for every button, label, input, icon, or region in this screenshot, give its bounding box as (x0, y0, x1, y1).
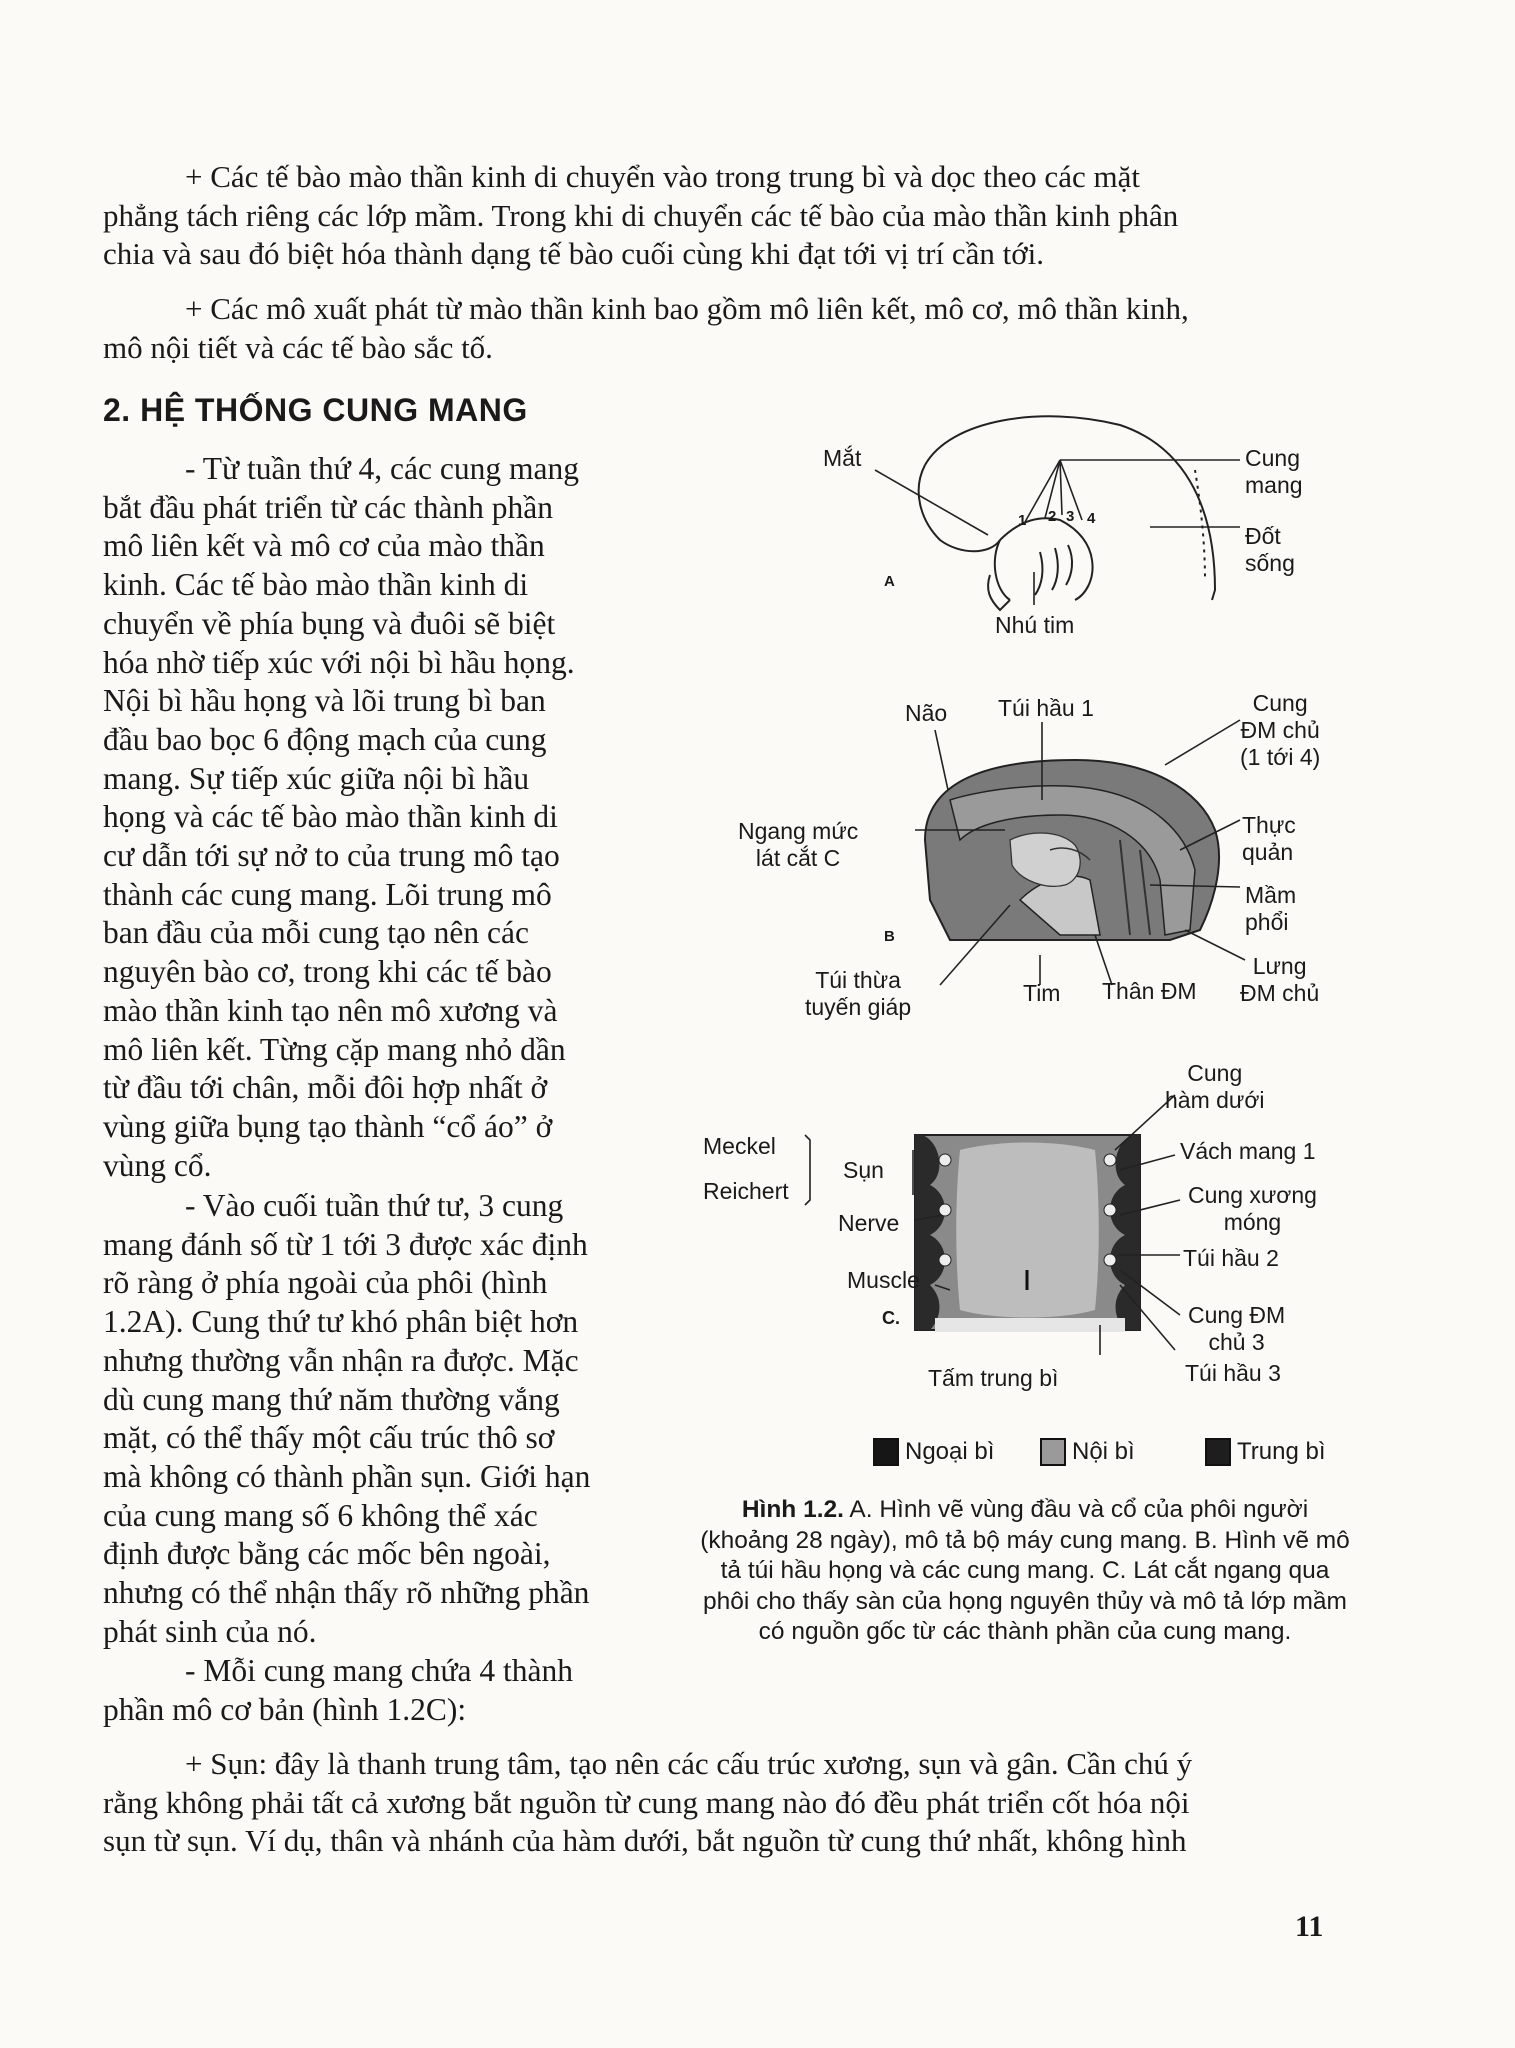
legend-label: Trung bì (1237, 1438, 1326, 1465)
panel-b-letter: B (884, 928, 895, 945)
label-tui-hau-1: Túi hầu 1 (998, 695, 1094, 721)
label-tim: Tim (1023, 980, 1061, 1006)
text-line: dù cung mang thứ năm thường vắng (103, 1381, 560, 1417)
text-line: + Các tế bào mào thần kinh di chuyển vào trong trung bì và dọc theo các mặt (185, 159, 1140, 194)
text-line: kinh. Các tế bào mào thần kinh di (103, 567, 529, 603)
label-meckel: Meckel (703, 1133, 776, 1159)
text-line: ban đầu của mỗi cung tạo nên các (103, 915, 529, 951)
legend-label: Ngoại bì (905, 1438, 995, 1465)
label-nao: Não (905, 700, 948, 726)
panel-a-letter: A (884, 573, 895, 590)
legend-swatch (873, 1438, 899, 1466)
text-line: định được bằng các mốc bên ngoài, (103, 1536, 551, 1572)
label-tui-hau-3: Túi hầu 3 (1185, 1360, 1281, 1386)
label-vach-mang-1: Vách mang 1 (1180, 1138, 1316, 1164)
label-cung-mang: Cung mang (1245, 445, 1303, 498)
text-line: sụn từ sụn. Ví dụ, thân và nhánh của hàm dưới, bắt nguồn từ cung thứ nhất, không hình (103, 1823, 1187, 1858)
arch-number-3: 3 (1066, 508, 1075, 525)
label-than-dm: Thân ĐM (1102, 978, 1197, 1004)
text-line: mang đánh số từ 1 tới 3 được xác định (103, 1226, 588, 1262)
text-line: vùng cổ. (103, 1147, 212, 1183)
text-line: mà không có thành phần sụn. Giới hạn (103, 1458, 591, 1494)
text-line: bắt đầu phát triển từ các thành phần (103, 489, 554, 525)
label-cung-ham-duoi: Cung hàm dưới (1165, 1060, 1265, 1113)
label-cung-dm-chu: Cung ĐM chủ (1 tới 4) (1240, 690, 1321, 770)
label-ngang-muc: Ngang mức lát cắt C (738, 818, 859, 871)
label-muscle: Muscle (847, 1267, 920, 1293)
legend-swatch (1205, 1438, 1231, 1466)
caption-text: A. Hình vẽ vùng đầu và cổ của phôi người (khoảng 28 ngày), mô tả bộ máy cung mang. B. Hình vẽ mô tả túi hầu họng và các cung mang. C. Lát cắt ngang qua phôi cho thấy sàn của họng nguyên thủy và mô tả lớp mầm có nguồn gốc từ các thành phần của cung mang. (700, 1496, 1350, 1645)
text-line: thành các cung mang. Lõi trung mô (103, 876, 552, 912)
section-heading: 2. HỆ THỐNG CUNG MANG (103, 392, 528, 428)
panel-c-letter: C. (882, 1308, 900, 1328)
panel-c-section (915, 1135, 1140, 1332)
text-line: - Vào cuối tuần thứ tư, 3 cung (185, 1188, 564, 1223)
text-line: họng và các tế bào mào thần kinh di (103, 799, 558, 835)
text-line: nguyên bào cơ, trong khi các tế bào (103, 954, 552, 990)
text-line: phát sinh của nó. (103, 1613, 317, 1649)
panel-a-leaders (875, 460, 1240, 605)
label-lung-dm-chu: Lưng ĐM chủ (1240, 953, 1320, 1006)
legend-label: Nội bì (1072, 1438, 1135, 1465)
text-line: mang. Sự tiếp xúc giữa nội bì hầu (103, 760, 530, 796)
text-line: phần mô cơ bản (hình 1.2C): (103, 1691, 467, 1727)
text-line: rằng không phải tất cả xương bắt nguồn từ cung mang nào đó đều phát triển cốt hóa nội (103, 1784, 1190, 1820)
text-line: Nội bì hầu họng và lõi trung bì ban (103, 683, 546, 719)
label-cung-dm-chu-3: Cung ĐM chủ 3 (1188, 1302, 1286, 1355)
text-line: - Từ tuần thứ 4, các cung mang (185, 451, 579, 486)
label-mam-phoi: Mầm phổi (1245, 882, 1297, 935)
page-number: 11 (1295, 1910, 1324, 1943)
figure-caption (700, 1495, 1350, 1648)
text-line: 1.2A). Cung thứ tư khó phân biệt hơn (103, 1304, 579, 1340)
text-line: mô liên kết và mô cơ của mào thần (103, 528, 545, 564)
bottom-paragraph (103, 1745, 1353, 1861)
text-line: mô liên kết. Từng cặp mang nhỏ dần (103, 1031, 566, 1067)
label-reichert: Reichert (703, 1178, 789, 1204)
text-line: đầu bao bọc 6 động mạch của cung (103, 721, 547, 757)
arch-number-4: 4 (1087, 510, 1096, 527)
text-line: của cung mang số 6 không thể xác (103, 1497, 538, 1533)
label-sun: Sụn (843, 1157, 884, 1183)
text-line: chia và sau đó biệt hóa thành dạng tế bào cuối cùng khi đạt tới vị trí cần tới. (103, 236, 1045, 271)
label-dot-song: Đốt sống (1245, 523, 1295, 576)
text-line: nhưng thường vẫn nhận ra được. Mặc (103, 1342, 579, 1378)
legend-trung-bi (1205, 1438, 1326, 1466)
arch-number-2: 2 (1048, 508, 1057, 525)
label-nerve: Nerve (838, 1210, 900, 1236)
text-line: + Sụn: đây là thanh trung tâm, tạo nên các cấu trúc xương, sụn và gân. Cần chú ý (185, 1746, 1193, 1781)
legend-noi-bi (1040, 1438, 1135, 1466)
label-tam-trung-bi: Tấm trung bì (928, 1365, 1059, 1391)
label-mat: Mắt (823, 445, 862, 471)
arch-number-1: 1 (1018, 512, 1027, 529)
text-line: từ đầu tới chân, mỗi đôi hợp nhất ở (103, 1070, 548, 1106)
text-line: cư dẫn tới sự nở to của trung mô tạo (103, 838, 560, 874)
text-line: - Mỗi cung mang chứa 4 thành (185, 1653, 573, 1688)
label-tui-thua: Túi thừa tuyến giáp (805, 967, 912, 1020)
text-line: chuyển về phía bụng và đuôi sẽ biệt (103, 605, 556, 641)
text-line: rõ ràng ở phía ngoài của phôi (hình (103, 1265, 548, 1301)
label-thuc-quan: Thực quản (1242, 812, 1296, 865)
text-line: mào thần kinh tạo nên mô xương và (103, 992, 558, 1028)
text-line: mô nội tiết và các tế bào sắc tố. (103, 329, 493, 365)
text-line: mặt, có thể thấy một cấu trúc thô sơ (103, 1420, 555, 1456)
caption-ref: Hình 1.2. (741, 1496, 844, 1523)
panel-b-embryo (925, 760, 1219, 940)
label-nhu-tim: Nhú tim (995, 612, 1075, 638)
text-line: vùng giữa bụng tạo thành “cổ áo” ở (103, 1108, 553, 1144)
text-line: phẳng tách riêng các lớp mầm. Trong khi di chuyển các tế bào của mào thần kinh phân (103, 197, 1179, 233)
label-cung-xuong-mong: Cung xương móng (1188, 1182, 1317, 1235)
text-line: nhưng có thể nhận thấy rõ những phần (103, 1575, 590, 1611)
text-line: hóa nhờ tiếp xúc với nội bì hầu họng. (103, 644, 575, 680)
legend-ngoai-bi (873, 1438, 994, 1466)
label-tui-hau-2: Túi hầu 2 (1183, 1245, 1279, 1271)
text-line: + Các mô xuất phát từ mào thần kinh bao gồm mô liên kết, mô cơ, mô thần kinh, (185, 291, 1189, 326)
legend-swatch (1040, 1438, 1066, 1466)
